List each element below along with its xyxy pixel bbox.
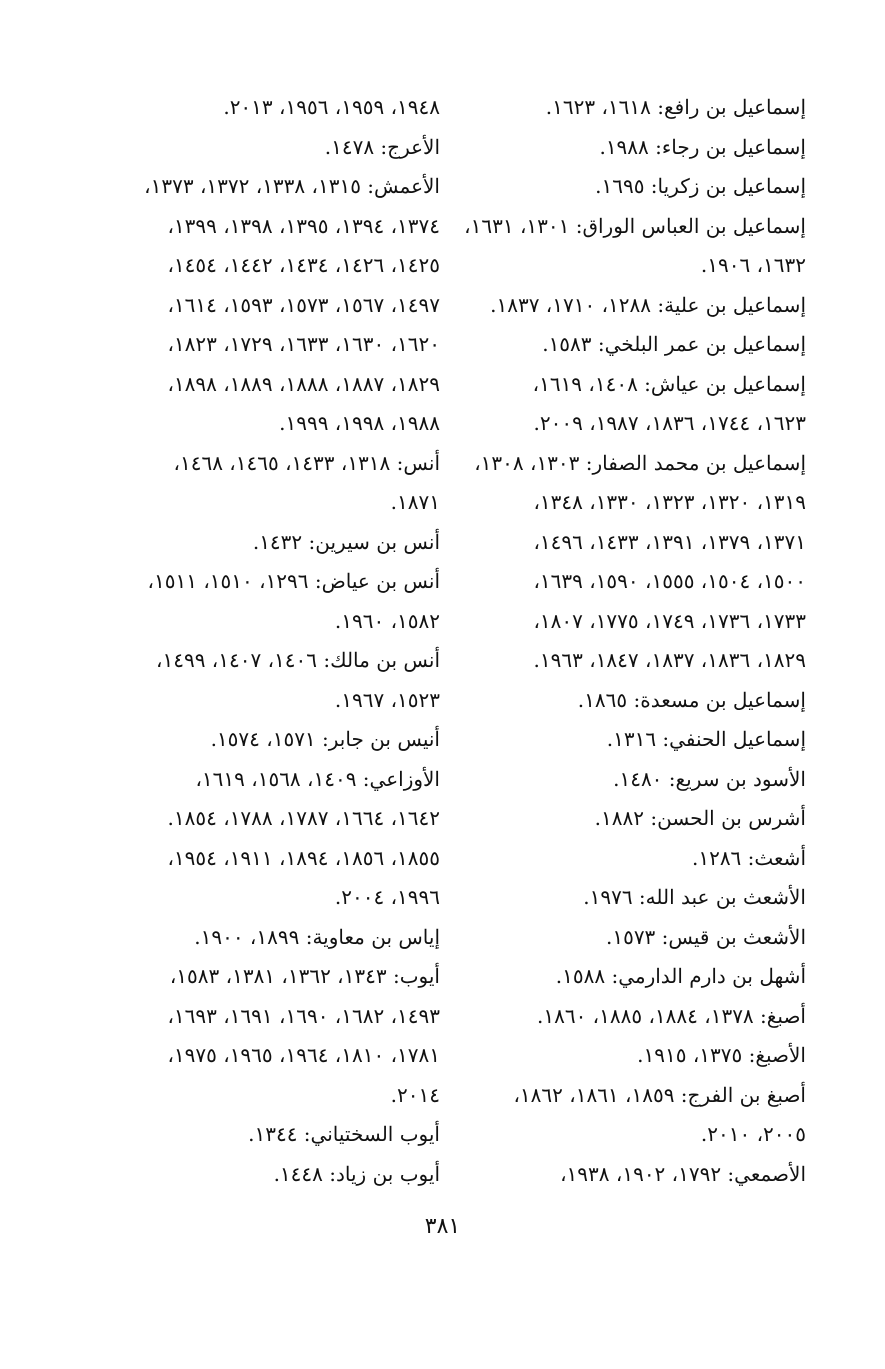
index-line: ١٣١٩، ١٣٢٠، ١٣٢٣، ١٣٣٠، ١٣٤٨، <box>533 490 806 514</box>
index-line: الأعرج: ١٤٧٨. <box>324 134 440 159</box>
index-line: إسماعيل بن رافع: ١٦١٨، ١٦٢٣. <box>545 95 806 119</box>
index-line: إسماعيل بن مسعدة: ١٨٦٥. <box>577 687 806 712</box>
index-line: الأشعث بن عبد الله: ١٩٧٦. <box>583 885 806 909</box>
index-line: ١٦٢٣، ١٧٤٤، ١٨٣٦، ١٩٨٧، ٢٠٠٩. <box>533 411 806 435</box>
index-line: ٢٠١٤. <box>390 1082 440 1107</box>
index-line: ١٦٤٢، ١٦٦٤، ١٧٨٧، ١٧٨٨، ١٨٥٤. <box>167 806 440 830</box>
index-line: ١٨٥٥، ١٨٥٦، ١٨٩٤، ١٩١١، ١٩٥٤، <box>167 845 440 870</box>
index-line: إسماعيل بن رجاء: ١٩٨٨. <box>599 134 806 159</box>
index-line: أنس بن سيرين: ١٤٣٢. <box>252 529 440 554</box>
index-line: ١٨٢٩، ١٨٨٧، ١٨٨٨، ١٨٨٩، ١٨٩٨، <box>167 371 440 396</box>
index-line: ١٩٩٦، ٢٠٠٤. <box>334 885 440 909</box>
index-line: أنس بن مالك: ١٤٠٦، ١٤٠٧، ١٤٩٩، <box>156 648 440 672</box>
index-line: ١٧٣٣، ١٧٣٦، ١٧٤٩، ١٧٧٥، ١٨٠٧، <box>533 608 806 633</box>
index-line: ١٨٢٩، ١٨٣٦، ١٨٣٧، ١٨٤٧، ١٩٦٣. <box>533 648 806 672</box>
index-line: أصبغ بن الفرج: ١٨٥٩، ١٨٦١، ١٨٦٢، <box>513 1082 806 1107</box>
index-line: إسماعيل بن عمر البلخي: ١٥٨٣. <box>542 332 806 356</box>
index-line: الأشعث بن قيس: ١٥٧٣. <box>605 924 806 949</box>
index-line: أشعث: ١٢٨٦. <box>691 845 806 870</box>
index-line: أيوب بن زياد: ١٤٤٨. <box>273 1161 440 1186</box>
index-line: ١٥٨٢، ١٩٦٠. <box>334 608 440 633</box>
index-line: ١٨٧١. <box>390 490 440 514</box>
index-line: إياس بن معاوية: ١٨٩٩، ١٩٠٠. <box>194 924 440 949</box>
index-line: ١٩٨٨، ١٩٩٨، ١٩٩٩. <box>279 411 440 435</box>
index-line: إسماعيل بن محمد الصفار: ١٣٠٣، ١٣٠٨، <box>474 450 806 475</box>
index-line: ١٤٢٥، ١٤٢٦، ١٤٣٤، ١٤٤٢، ١٤٥٤، <box>167 253 440 277</box>
index-line: أنس بن عياض: ١٢٩٦، ١٥١٠، ١٥١١، <box>147 569 440 593</box>
index-line: ١٥٠٠، ١٥٠٤، ١٥٥٥، ١٥٩٠، ١٦٣٩، <box>533 569 806 593</box>
index-line: ١٣٧٤، ١٣٩٤، ١٣٩٥، ١٣٩٨، ١٣٩٩، <box>167 213 440 238</box>
index-line: أشرس بن الحسن: ١٨٨٢. <box>594 806 806 830</box>
index-line: أشهل بن دارم الدارمي: ١٥٨٨. <box>555 964 806 988</box>
index-line: إسماعيل بن العباس الوراق: ١٣٠١، ١٦٣١، <box>464 213 806 238</box>
index-line: أنيس بن جابر: ١٥٧١، ١٥٧٤. <box>210 727 440 751</box>
index-line: أيوب: ١٣٤٣، ١٣٦٢، ١٣٨١، ١٥٨٣، <box>169 964 440 988</box>
index-line: ٢٠٠٥، ٢٠١٠. <box>700 1122 806 1146</box>
right-column <box>466 88 806 1194</box>
index-line: ١٩٤٨، ١٩٥٩، ١٩٥٦، ٢٠١٣. <box>223 95 440 119</box>
index-line: أنس: ١٣١٨، ١٤٣٣، ١٤٦٥، ١٤٦٨، <box>173 450 440 475</box>
index-line: أصبغ: ١٣٧٨، ١٨٨٤، ١٨٨٥، ١٨٦٠. <box>537 1003 806 1028</box>
index-line: ١٦٣٢، ١٩٠٦. <box>700 253 806 277</box>
index-line: الأسود بن سريع: ١٤٨٠. <box>613 766 806 791</box>
left-column <box>90 88 440 1194</box>
index-line: ١٤٩٣، ١٦٨٢، ١٦٩٠، ١٦٩١، ١٦٩٣، <box>167 1003 440 1028</box>
index-line: ١٧٨١، ١٨١٠، ١٩٦٤، ١٩٦٥، ١٩٧٥، <box>167 1043 440 1067</box>
page-number: ٣٨١ <box>424 1214 461 1239</box>
index-line: ١٤٩٧، ١٥٦٧، ١٥٧٣، ١٥٩٣، ١٦١٤، <box>167 292 440 317</box>
index-line: ١٦٢٠، ١٦٣٠، ١٦٣٣، ١٧٢٩، ١٨٢٣، <box>167 332 440 356</box>
index-line: الأصبغ: ١٣٧٥، ١٩١٥. <box>637 1043 806 1067</box>
index-line: إسماعيل بن علية: ١٢٨٨، ١٧١٠، ١٨٣٧. <box>490 292 806 317</box>
index-line: أيوب السختياني: ١٣٤٤. <box>248 1122 440 1146</box>
index-line: الأوزاعي: ١٤٠٩، ١٥٦٨، ١٦١٩، <box>195 766 440 791</box>
index-line: إسماعيل الحنفي: ١٣١٦. <box>606 727 806 751</box>
index-line: ١٣٧١، ١٣٧٩، ١٣٩١، ١٤٣٣، ١٤٩٦، <box>533 529 806 554</box>
index-line: إسماعيل بن زكريا: ١٦٩٥. <box>595 174 806 198</box>
index-line: ١٥٢٣، ١٩٦٧. <box>334 687 440 712</box>
index-line: الأصمعي: ١٧٩٢، ١٩٠٢، ١٩٣٨، <box>560 1161 806 1186</box>
index-line: إسماعيل بن عياش: ١٤٠٨، ١٦١٩، <box>532 371 806 396</box>
index-line: الأعمش: ١٣١٥، ١٣٣٨، ١٣٧٢، ١٣٧٣، <box>144 174 440 198</box>
